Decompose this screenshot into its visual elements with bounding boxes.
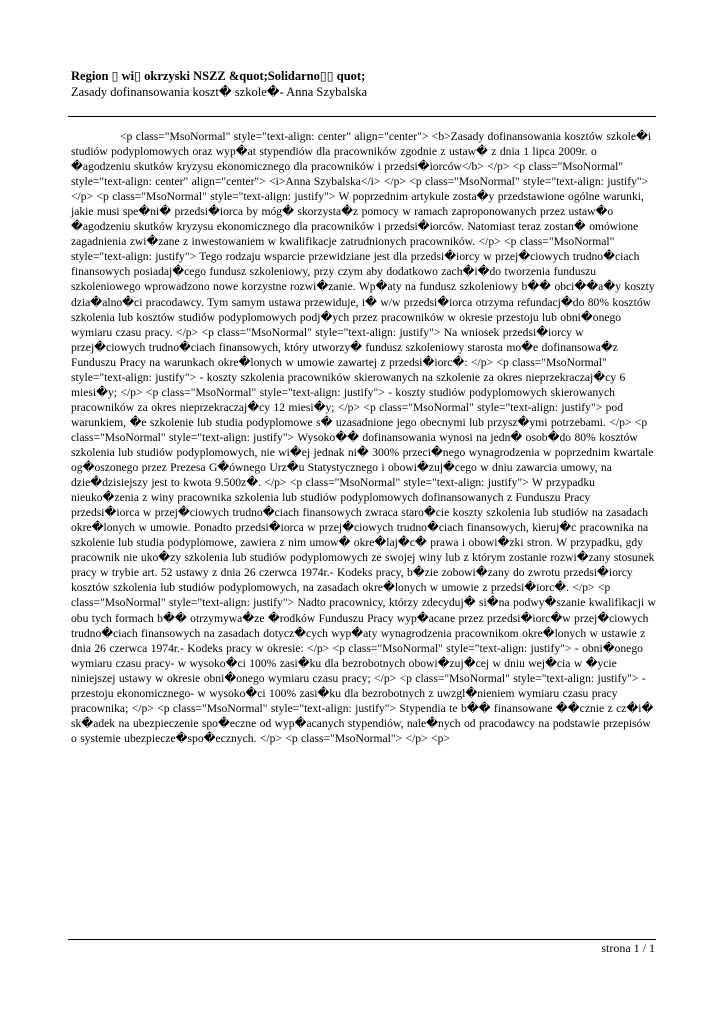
article-body: <p class="MsoNormal" style="text-align: center" align="center"> <b>Zasady dofinansowania kosztów szkole�i studiów podyplomowych oraz wyp�at stypendiów dla pracowników zgodnie z ustaw� z dnia 1 lipca 2009r. o �agodzeniu skutków kryzysu ekonomicznego dla pracowników i przedsi�iorców</b> </p> <p class="MsoNormal" style="text-align: center" align="center"> <i>Anna Szybalska</i> </p> <p class="MsoNormal" style="text-align: justify"> </p> <p class="MsoNormal" style="text-align: justify"> W poprzednim artykule zosta�y przedstawione ogólne warunki, jakie musi spe�ni� przedsi�iorca by móg� skorzysta�z pomocy w ramach zaproponowanych przez ustaw�o �agodzeniu skutków kryzysu ekonomicznego dla pracowników i przedsi�iorców. Natomiast teraz zostan� omówione zagadnienia zwi�zane z inwestowaniem w kwalifikacje zatrudnionych pracowników. </p> <p class="MsoNormal" style="text-align: justify"> Tego rodzaju wsparcie przewidziane jest dla przedsi�iorcy w przej�ciowych trudno�ciach finansowych posiadaj�cego fundusz szkoleniowy, przy czym aby dodatkowo zach�i�do tworzenia funduszu szkoleniowego wprowadzono nowe korzystne rozwi�zanie. Wp�aty na fundusz szkoleniowy b�� obci��a�y koszty dzia�alno�ci pracodawcy. Tym samym ustawa przewiduje, i� w/w przedsi�iorca otrzyma refundacj�do 80% kosztów szkolenia lub kosztów studiów podyplomowych podj�ych przez pracowników w okresie przestoju lub obni�onego wymiaru czasu pracy. </p> <p class="MsoNormal" style="text-align: justify"> Na wniosek przedsi�iorcy w przej�ciowych trudno�ciach finansowych, który utworzy� fundusz szkoleniowy starosta mo�e dofinansowa�z Funduszu Pracy na warunkach okre�lonych w umowie zawartej z przedsi�iorc�: </p> <p class="MsoNormal" style="text-align: justify"> - koszty szkolenia pracowników skierowanych na szkolenie za okres nieprzekraczaj�cy 6 miesi�y; </p> <p class="MsoNormal" style="text-align: justify"> - koszty studiów podyplomowych skierowanych pracowników za okres nieprzekraczaj�cy 12 miesi�y; </p> <p class="MsoNormal" style="text-align: justify"> pod warunkiem, �e szkolenie lub studia podyplomowe s� uzasadnione jego obecnymi lub przysz�ymi potrzebami. </p> <p class="MsoNormal" style="text-align: justify"> Wysoko�� dofinansowania wynosi na jedn� osob�do 80% kosztów szkolenia lub studiów podyplomowych, nie wi�ej jednak ni� 300% przeci�nego wynagrodzenia w poprzednim kwartale og�oszonego przez Prezesa G�ównego Urz�u Statystycznego i obowi�zuj�cego w dniu zawarcia umowy, na dzie�dzisiejszy jest to kwota 9.500z�. </p> <p class="MsoNormal" style="text-align: justify"> W przypadku nieuko�zenia z winy pracownika szkolenia lub studiów podyplomowych dofinansowanych z Funduszu Pracy przedsi�iorca w przej�ciowych trudno�ciach finansowych zwraca staro�cie koszty szkolenia lub studiów na zasadach okre�lonych w umowie. Ponadto przedsi�iorca w przej�ciowych trudno�ciach finansowych, kieruj�c pracownika na szkolenie lub studia podyplomowe, zawiera z nim umow� okre�laj�c� prawa i obowi�zki stron. W przypadku, gdy pracownik nie uko�zy szkolenia lub studiów podyplomowych ze swojej winy lub z którym zostanie rozwi�zany stosunek pracy w trybie art. 52 ustawy z dnia 26 czerwca 1974r.- Kodeks pracy, b�zie zobowi�zany do zwrotu przedsi�iorcy kosztów szkolenia lub studiów podyplomowych, na zasadach okre�lonych w umowie z przedsi�iorc�. </p> <p class="MsoNormal" style="text-align: justify"> Nadto pracownicy, którzy zdecyduj� si�na podwy�szanie kwalifikacji w obu tych formach b�� otrzymywa�ze �rodków Funduszu Pracy wyp�acane przez przedsi�iorc�w przej�ciowych trudno�ciach finansowych na zasadach dotycz�cych wyp�aty wynagrodzenia pracownikom okre�lonych w ustawie z dnia 26 czerwca 1974r.- Kodeks pracy w okresie: </p> <p class="MsoNormal" style="text-align: justify"> - obni�onego wymiaru czasu pracy- w wysoko�ci 100% zasi�ku dla bezrobotnych obowi�zuj�cej w dniu wej�cia w �ycie niniejszej ustawy w okresie obni�onego wymiaru czasu pracy; </p> <p class="MsoNormal" style="text-align: justify"> - przestoju ekonomicznego- w wysoko�ci 100% zasi�ku dla bezrobotnych z uwzgl�nieniem wymiaru czasu pracy pracownika; </p> <p class="MsoNormal" style="text-align: justify"> Stypendia te b�� finansowane ��cznie z cz�i� sk�adek na ubezpieczenie spo�eczne od wyp�acanych stypendiów, nale�nych od pracodawcy na podstawie przepisów o systemie ubezpiecze�spo�ecznych. </p> <p class="MsoNormal"> </p> <p>: [71, 130, 656, 745]
footer-divider: [68, 939, 656, 940]
header-divider: [68, 116, 656, 117]
page-number: strona 1 / 1: [601, 941, 655, 955]
document-subtitle: Zasady dofinansowania koszt� szkole�- Anna Szybalska: [71, 85, 368, 99]
document-title: Region ▯ wi▯ okrzyski NSZZ &quot;Solidarno▯▯ quot;: [71, 69, 366, 83]
